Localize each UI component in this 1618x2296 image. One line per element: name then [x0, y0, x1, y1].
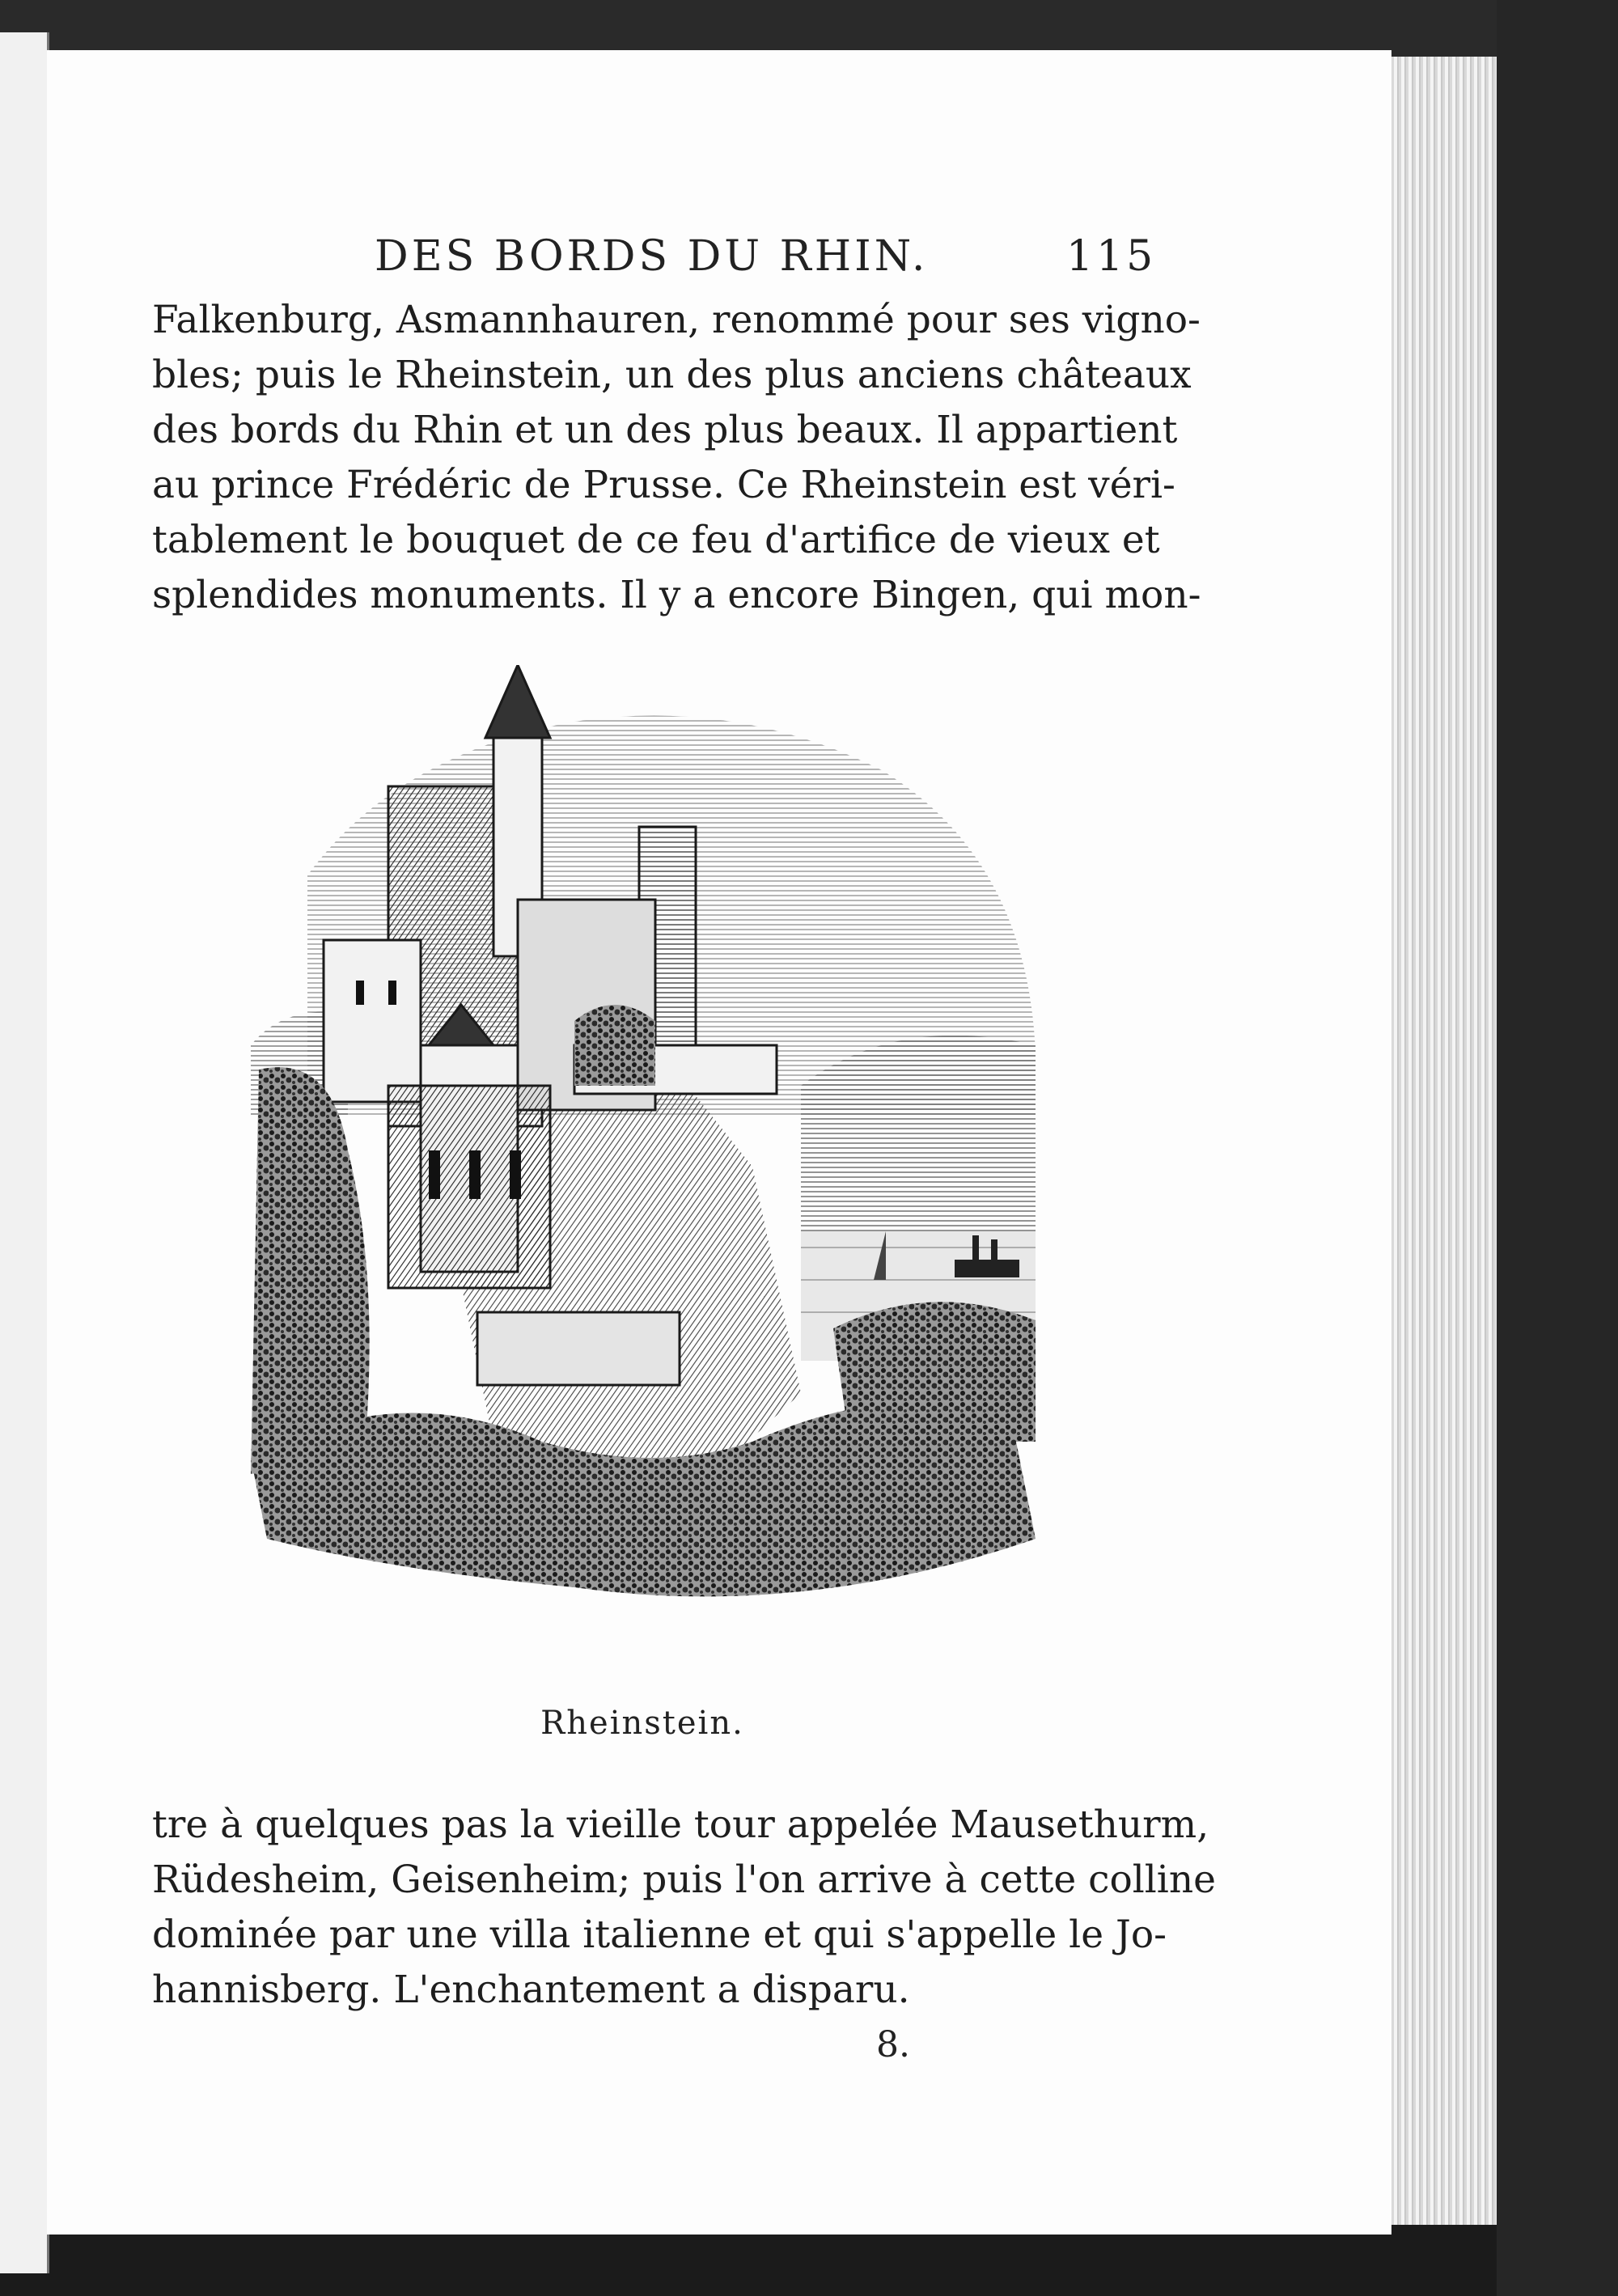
running-header [47, 232, 1391, 297]
text-line: tre à quelques pas la vieille tour appelée Mausethurm, [152, 1802, 1209, 1847]
paragraph-bottom [152, 1798, 1216, 2018]
signature-mark: 8. [876, 2024, 910, 2065]
rheinstein-engraving [235, 665, 1100, 1684]
trees-left [251, 1067, 370, 1474]
book-page [47, 50, 1391, 2235]
text-line: Rüdesheim, Geisenheim; puis l'on arrive à cette colline [152, 1858, 1216, 1902]
text-line: dominée par une villa italienne et qui s'appelle le Jo- [152, 1913, 1167, 1957]
paragraph-top [152, 293, 1201, 623]
facing-page-edge [0, 32, 49, 2273]
bushes-right [833, 1302, 1036, 1442]
text-line: splendides monuments. Il y a encore Bingen, qui mon- [152, 573, 1201, 617]
page-edges [1391, 57, 1497, 2225]
text-line: hannisberg. L'enchantement a disparu. [152, 1968, 910, 2012]
page-number: 115 [1066, 232, 1157, 281]
running-title: DES BORDS DU RHIN. [375, 232, 929, 281]
text-line: bles; puis le Rheinstein, un des plus anciens châteaux [152, 353, 1192, 397]
text-line: au prince Frédéric de Prusse. Ce Rheinstein est véri- [152, 463, 1175, 507]
illustration-caption: Rheinstein. [540, 1705, 744, 1742]
text-line: tablement le bouquet de ce feu d'artifice de vieux et [152, 518, 1160, 562]
book-cover-right [1497, 0, 1618, 2296]
distant-hill [801, 1036, 1036, 1231]
text-line: des bords du Rhin et un des plus beaux. Il appartient [152, 408, 1178, 452]
text-line: Falkenburg, Asmannhauren, renommé pour ses vigno- [152, 298, 1201, 342]
